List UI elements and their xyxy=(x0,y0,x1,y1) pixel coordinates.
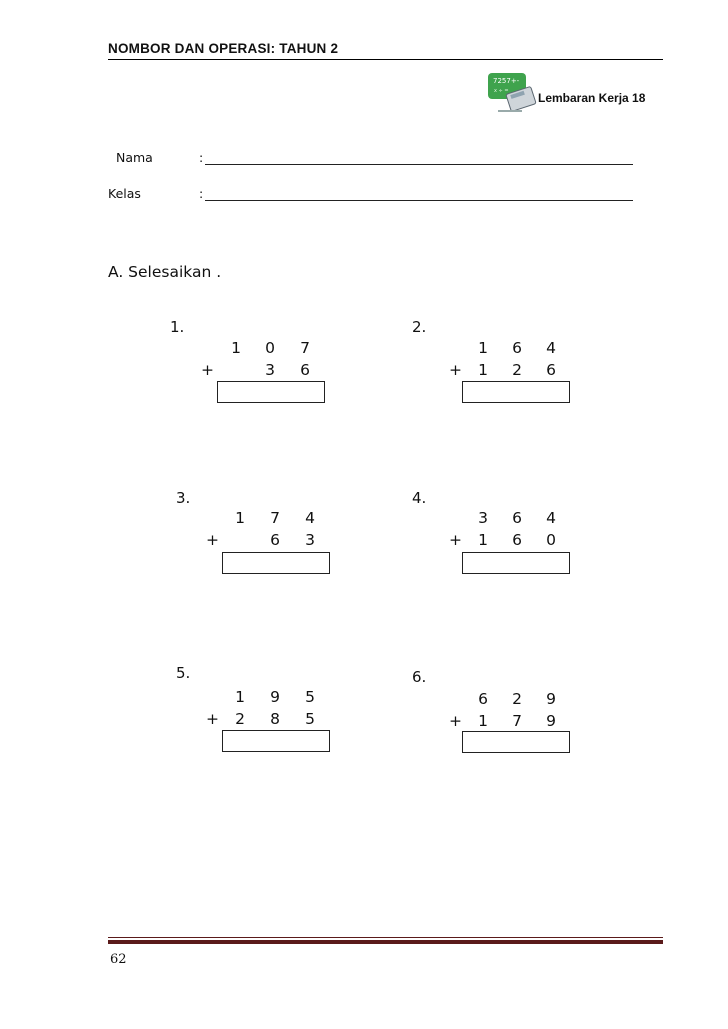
footer-rule-thin xyxy=(108,937,663,938)
digit: 9 xyxy=(270,688,280,706)
digit: 3 xyxy=(478,509,488,527)
digit: 5 xyxy=(305,710,315,728)
digit: 1 xyxy=(478,712,488,730)
digit: 1 xyxy=(478,361,488,379)
digit: 1 xyxy=(235,509,245,527)
digit: 6 xyxy=(478,690,488,708)
plus-sign: + xyxy=(206,710,219,728)
digit: 1 xyxy=(235,688,245,706)
digit: 8 xyxy=(270,710,280,728)
digit: 6 xyxy=(300,361,310,379)
digit: 6 xyxy=(512,531,522,549)
question-number: 3. xyxy=(176,489,191,507)
digit: 1 xyxy=(478,531,488,549)
logo-text: 7257+- xyxy=(493,77,520,85)
answer-box[interactable] xyxy=(462,381,570,403)
footer-rule-thick xyxy=(108,940,663,944)
digit: 4 xyxy=(305,509,315,527)
question-number: 5. xyxy=(176,664,191,682)
digit: 4 xyxy=(546,339,556,357)
plus-sign: + xyxy=(201,361,214,379)
digit: 0 xyxy=(546,531,556,549)
digit: 1 xyxy=(478,339,488,357)
question-number: 2. xyxy=(412,318,427,336)
answer-box[interactable] xyxy=(217,381,325,403)
plus-sign: + xyxy=(206,531,219,549)
svg-text:x ÷ =: x ÷ = xyxy=(494,88,509,94)
answer-box[interactable] xyxy=(462,552,570,574)
worksheet-number-label: Lembaran Kerja 18 xyxy=(538,91,646,105)
digit: 3 xyxy=(305,531,315,549)
name-label: Nama xyxy=(116,150,153,165)
question-number: 4. xyxy=(412,489,427,507)
digit: 4 xyxy=(546,509,556,527)
digit: 7 xyxy=(512,712,522,730)
worksheet-header-title: NOMBOR DAN OPERASI: TAHUN 2 xyxy=(108,41,339,56)
page-number: 62 xyxy=(110,952,127,967)
digit: 2 xyxy=(512,361,522,379)
digit: 6 xyxy=(546,361,556,379)
name-colon: : xyxy=(199,150,204,165)
digit: 6 xyxy=(270,531,280,549)
digit: 6 xyxy=(512,339,522,357)
class-input-line[interactable] xyxy=(205,200,633,201)
question-number: 1. xyxy=(170,318,185,336)
digit: 2 xyxy=(235,710,245,728)
digit: 0 xyxy=(265,339,275,357)
question-number: 6. xyxy=(412,668,427,686)
digit: 3 xyxy=(265,361,275,379)
class-label: Kelas xyxy=(108,186,141,201)
name-input-line[interactable] xyxy=(205,164,633,165)
plus-sign: + xyxy=(449,712,462,730)
answer-box[interactable] xyxy=(222,730,330,752)
digit: 2 xyxy=(512,690,522,708)
digit: 9 xyxy=(546,712,556,730)
class-colon: : xyxy=(199,186,204,201)
header-divider xyxy=(108,59,663,60)
digit: 7 xyxy=(300,339,310,357)
answer-box[interactable] xyxy=(222,552,330,574)
digit: 6 xyxy=(512,509,522,527)
digit: 9 xyxy=(546,690,556,708)
plus-sign: + xyxy=(449,531,462,549)
digit: 1 xyxy=(231,339,241,357)
answer-box[interactable] xyxy=(462,731,570,753)
digit: 7 xyxy=(270,509,280,527)
digit: 5 xyxy=(305,688,315,706)
calculator-logo xyxy=(486,70,542,116)
plus-sign: + xyxy=(449,361,462,379)
section-title: A. Selesaikan . xyxy=(108,263,222,281)
